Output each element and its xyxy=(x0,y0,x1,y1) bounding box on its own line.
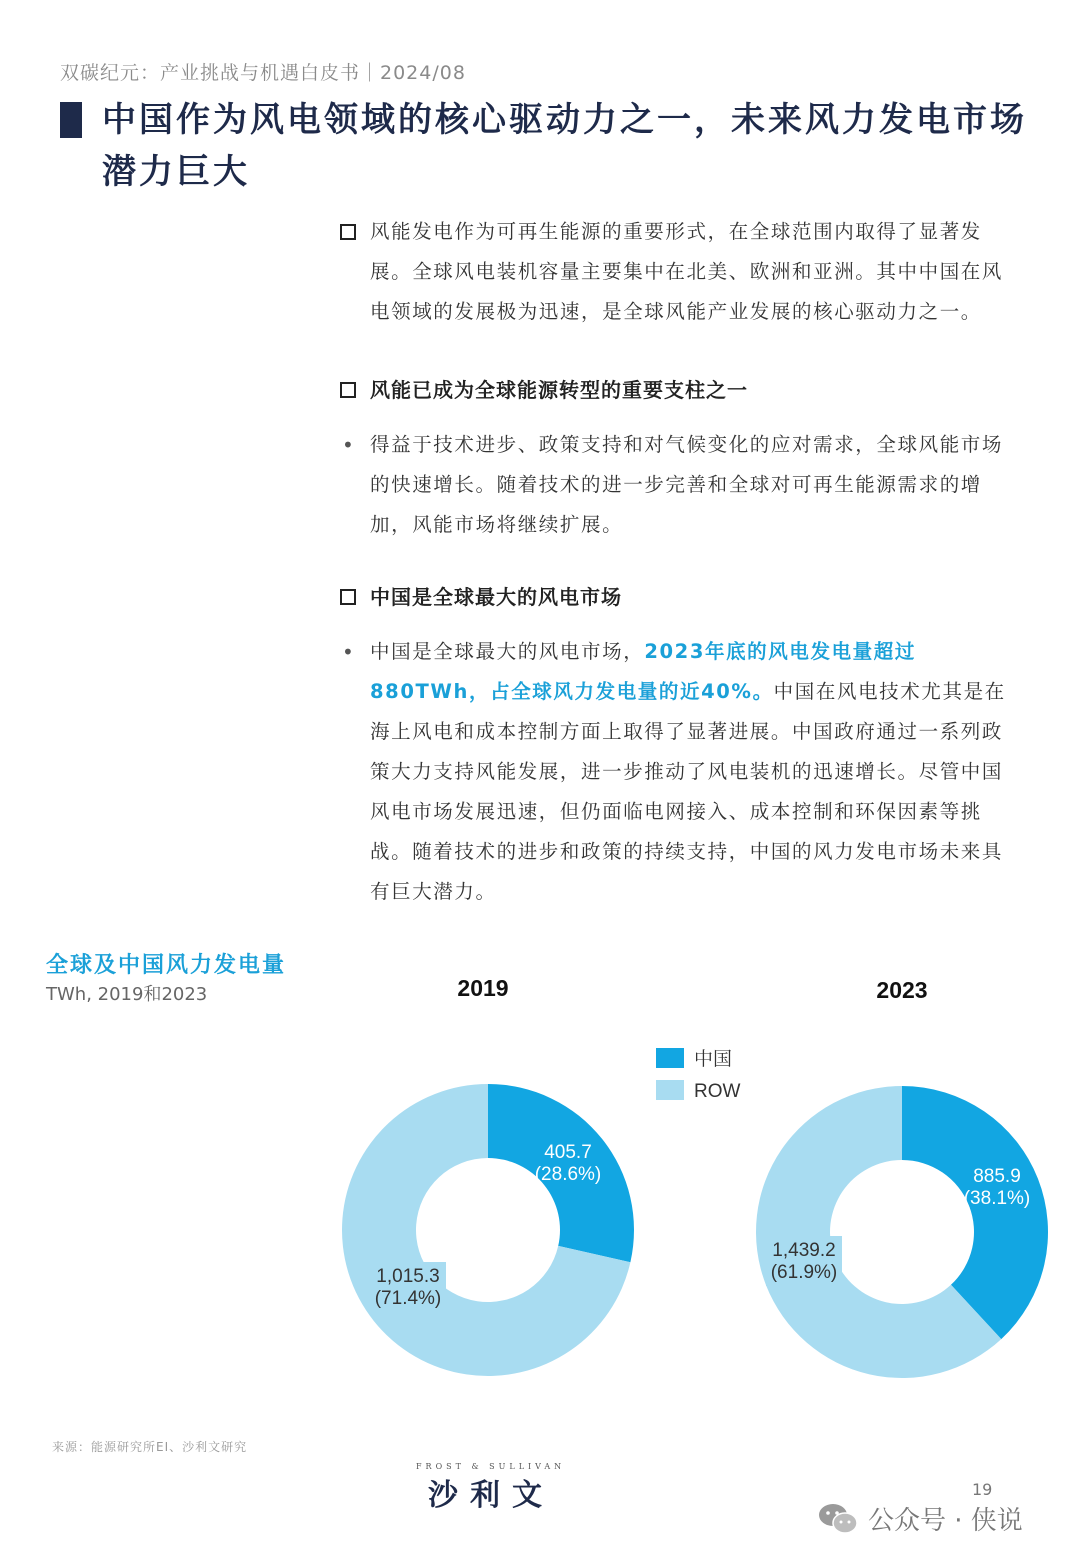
watermark xyxy=(818,1500,1023,1537)
chart-subtitle: TWh, 2019和2023 xyxy=(46,984,208,1005)
section2-bullet xyxy=(338,632,1018,912)
dot-bullet-icon: • xyxy=(342,640,356,664)
data-label-value-2019-0: 405.7 xyxy=(544,1142,592,1163)
section1-heading-text: 风能已成为全球能源转型的重要支柱之一 xyxy=(370,378,748,402)
dot-bullet-icon: • xyxy=(342,433,356,457)
running-head: 双碳纪元：产业挑战与机遇白皮书｜2024/08 xyxy=(60,62,466,84)
body-content xyxy=(338,212,1018,912)
data-label-value-2019-1: 1,015.3 xyxy=(376,1266,440,1287)
data-label-pct-2023-0: (38.1%) xyxy=(963,1188,1031,1209)
donut-charts-svg xyxy=(0,960,1080,1400)
chart-year-2023: 2023 xyxy=(876,977,928,1003)
data-label-pct-2019-0: (28.6%) xyxy=(534,1164,602,1185)
section2-bullet-highlight: 2023年底的风电发电量超过880TWh，占全球风力发电量的近40%。 xyxy=(370,640,916,703)
source-note: 来源：能源研究所EI、沙利文研究 xyxy=(52,1440,248,1454)
chart-year-2019: 2019 xyxy=(457,975,509,1001)
data-label-value-2023-1: 1,439.2 xyxy=(772,1240,836,1261)
donut-charts xyxy=(0,960,1080,1400)
section2-heading-text: 中国是全球最大的风电市场 xyxy=(370,585,622,609)
legend-swatch-1 xyxy=(656,1080,684,1100)
intro-paragraph xyxy=(338,212,1018,332)
checkbox-bullet-icon xyxy=(340,224,356,240)
page-number: 19 xyxy=(972,1480,993,1499)
legend-label-0: 中国 xyxy=(694,1049,733,1070)
section2-bullet-pre: 中国是全球最大的风电市场， xyxy=(370,640,645,663)
section2-heading xyxy=(338,577,1018,617)
section1-heading xyxy=(338,370,1018,410)
logo-english: FROST & SULLIVAN xyxy=(416,1462,566,1471)
legend-swatch-0 xyxy=(656,1048,684,1068)
data-label-pct-2019-1: (71.4%) xyxy=(374,1288,442,1309)
legend-label-1: ROW xyxy=(694,1081,741,1102)
data-label-value-2023-0: 885.9 xyxy=(973,1166,1021,1187)
section2-bullet-post: 中国在风电技术尤其是在海上风电和成本控制方面上取得了显著进展。中国政府通过一系列政策大力支持风能发展，进一步推动了风电装机的迅速增长。尽管中国风电市场发展迅速，但仍面临电网接入、成本控制和环保因素等挑战。随着技术的进步和政策的持续支持，中国的风力发电市场未来具有巨大潜力。 xyxy=(370,680,1006,903)
title-accent-bar xyxy=(60,102,82,138)
checkbox-bullet-icon xyxy=(340,589,356,605)
wechat-icon xyxy=(818,1502,858,1536)
page-title: 中国作为风电领域的核心驱动力之一，未来风力发电市场潜力巨大 xyxy=(102,100,1027,192)
data-label-pct-2023-1: (61.9%) xyxy=(770,1262,838,1283)
intro-text: 风能发电作为可再生能源的重要形式，在全球范围内取得了显著发展。全球风电装机容量主要集中在北美、欧洲和亚洲。其中中国在风电领域的发展极为迅速，是全球风能产业发展的核心驱动力之一。 xyxy=(370,220,1004,323)
watermark-text: 公众号 · 侠说 xyxy=(868,1506,1023,1536)
logo: 沙利文 xyxy=(428,1478,554,1513)
chart-title: 全球及中国风力发电量 xyxy=(46,953,287,978)
section1-bullet-text: 得益于技术进步、政策支持和对气候变化的应对需求，全球风能市场的快速增长。随着技术的进一步完善和全球对可再生能源需求的增加，风能市场将继续扩展。 xyxy=(370,433,1004,536)
checkbox-bullet-icon xyxy=(340,382,356,398)
section1-bullet xyxy=(338,425,1018,545)
